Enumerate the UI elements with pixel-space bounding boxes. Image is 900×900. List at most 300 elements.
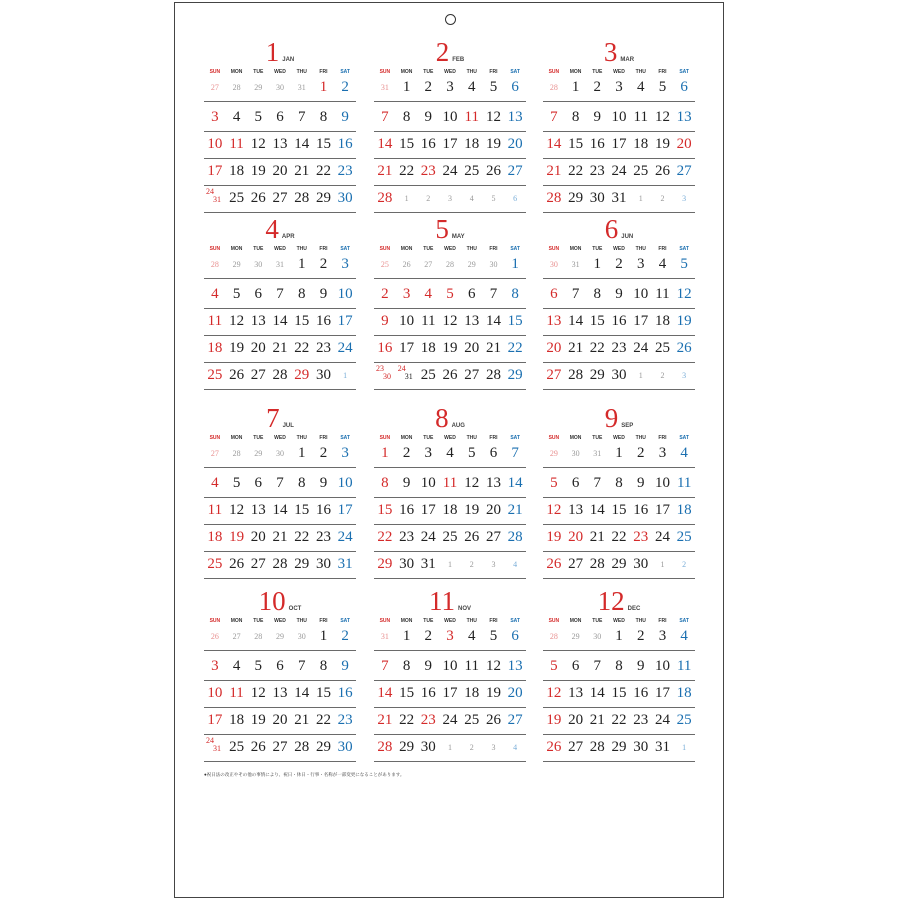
weekday-label: SUN xyxy=(209,618,221,624)
day-cell: 7 xyxy=(381,658,389,674)
weekday-label: THU xyxy=(296,246,307,252)
day-cell: 26 xyxy=(676,340,692,356)
day-cell: 10 xyxy=(399,313,415,329)
day-cell: 8 xyxy=(511,286,519,302)
weekday-label: SUN xyxy=(209,69,221,75)
weekday-label: WED xyxy=(613,69,625,75)
day-cell: 30 xyxy=(399,556,415,572)
month-number: 12 xyxy=(597,586,625,616)
day-cell: 29 xyxy=(276,632,285,641)
day-cell: 14 xyxy=(272,313,288,329)
day-cell xyxy=(396,362,418,389)
weekday-label: THU xyxy=(635,618,646,624)
week-row xyxy=(374,734,526,762)
day-cell: 1 xyxy=(511,256,519,272)
day-cell: 5 xyxy=(489,628,498,644)
week-row xyxy=(374,470,526,498)
week-row xyxy=(543,707,695,735)
week-row xyxy=(204,470,356,498)
day-cell: 7 xyxy=(489,286,498,302)
day-cell: 28 xyxy=(254,632,263,641)
week-row xyxy=(204,497,356,525)
day-cell: 2 xyxy=(424,628,433,644)
day-cell: 3 xyxy=(341,256,349,272)
day-cell: 6 xyxy=(276,109,284,125)
day-cell: 28 xyxy=(485,367,501,383)
month-title xyxy=(374,36,526,68)
day-cell: 21 xyxy=(589,529,605,545)
month-title xyxy=(204,585,356,617)
day-cell: 5 xyxy=(550,658,558,674)
day-cell: 21 xyxy=(546,163,562,179)
day-cell: 3 xyxy=(491,743,496,752)
day-number: 23 xyxy=(376,364,384,373)
day-cell: 9 xyxy=(424,658,433,674)
day-cell: 26 xyxy=(229,367,245,383)
day-cell: 9 xyxy=(636,475,645,491)
month-title xyxy=(374,402,526,434)
weekday-label: WED xyxy=(444,246,456,252)
week-row xyxy=(204,680,356,708)
day-cell: 24 xyxy=(442,163,458,179)
month-abbreviation: JUN xyxy=(621,234,634,240)
day-cell: 29 xyxy=(568,190,584,206)
day-cell: 28 xyxy=(446,260,455,269)
day-cell: 16 xyxy=(377,340,393,356)
day-cell: 28 xyxy=(294,739,310,755)
holiday-footnote: ●祝日法の改正やその他の事情により、祝日・休日・行事・名称が一部変更になることがあります。 xyxy=(204,772,405,777)
day-cell: 9 xyxy=(593,109,602,125)
day-cell: 10 xyxy=(442,109,458,125)
day-number: 31 xyxy=(213,195,221,204)
weekday-label: WED xyxy=(613,618,625,624)
day-cell: 16 xyxy=(589,136,605,152)
day-cell: 9 xyxy=(319,286,328,302)
day-cell: 18 xyxy=(464,685,480,701)
day-cell: 29 xyxy=(315,739,331,755)
day-cell: 31 xyxy=(571,260,580,269)
day-cell: 8 xyxy=(402,109,411,125)
day-cell: 3 xyxy=(636,256,645,272)
weekday-label: TUE xyxy=(253,246,264,252)
weekday-label: FRI xyxy=(319,435,328,441)
month-abbreviation: JAN xyxy=(282,57,295,63)
day-cell: 2 xyxy=(682,560,687,569)
weekday-label: THU xyxy=(635,246,646,252)
day-cell: 31 xyxy=(654,739,670,755)
day-cell: 8 xyxy=(615,475,623,491)
day-cell: 27 xyxy=(464,367,480,383)
day-cell: 25 xyxy=(207,367,223,383)
day-cell: 1 xyxy=(448,560,453,569)
day-number: 31 xyxy=(213,744,221,753)
day-cell: 28 xyxy=(294,190,310,206)
month-abbreviation: MAY xyxy=(451,234,465,240)
weekday-label: THU xyxy=(466,246,477,252)
day-cell: 20 xyxy=(250,340,266,356)
day-cell: 4 xyxy=(232,109,241,125)
weekday-label: WED xyxy=(444,435,456,441)
day-cell: 9 xyxy=(615,286,623,302)
week-row xyxy=(543,470,695,498)
day-cell: 1 xyxy=(297,445,306,461)
day-cell: 29 xyxy=(611,739,627,755)
day-cell: 5 xyxy=(446,286,454,302)
month-number: 2 xyxy=(435,37,450,67)
day-cell: 11 xyxy=(207,313,223,329)
month-block-dec xyxy=(543,585,695,765)
weekday-label: TUE xyxy=(592,246,603,252)
day-cell: 17 xyxy=(399,340,415,356)
weekday-label: SAT xyxy=(679,246,689,252)
day-cell: 28 xyxy=(377,739,393,755)
day-cell: 4 xyxy=(467,628,476,644)
day-cell: 15 xyxy=(507,313,523,329)
weekday-label: FRI xyxy=(489,246,498,252)
day-cell: 23 xyxy=(611,340,627,356)
week-row xyxy=(543,680,695,708)
weekday-label: FRI xyxy=(319,618,328,624)
day-cell: 17 xyxy=(442,136,458,152)
month-block-may xyxy=(374,213,526,393)
day-cell: 22 xyxy=(399,163,415,179)
day-cell: 3 xyxy=(446,628,454,644)
day-cell: 25 xyxy=(633,163,649,179)
day-cell: 14 xyxy=(377,136,393,152)
weekday-label: FRI xyxy=(658,246,667,252)
weekday-label: SUN xyxy=(548,435,560,441)
day-cell: 15 xyxy=(589,313,605,329)
day-cell: 5 xyxy=(550,475,558,491)
day-cell: 23 xyxy=(315,529,331,545)
day-cell: 15 xyxy=(377,502,393,518)
day-cell: 27 xyxy=(485,529,501,545)
week-row xyxy=(543,653,695,681)
day-cell: 21 xyxy=(272,529,288,545)
shared-day-cell xyxy=(204,734,226,761)
day-number: 31 xyxy=(404,372,413,381)
weekday-label: TUE xyxy=(423,246,434,252)
day-cell: 19 xyxy=(485,685,501,701)
weekday-label: SUN xyxy=(379,246,391,252)
day-cell: 26 xyxy=(229,556,245,572)
day-cell: 12 xyxy=(676,286,692,302)
month-block-jan xyxy=(204,36,356,216)
day-cell: 18 xyxy=(207,340,223,356)
day-cell: 21 xyxy=(294,712,310,728)
day-cell: 14 xyxy=(546,136,562,152)
day-cell: 9 xyxy=(636,658,645,674)
day-cell: 8 xyxy=(297,475,306,491)
weekday-label: MON xyxy=(400,69,413,75)
day-cell: 20 xyxy=(676,136,692,152)
day-cell: 29 xyxy=(571,632,580,641)
day-cell: 26 xyxy=(250,739,266,755)
month-block-nov xyxy=(374,585,526,765)
day-cell: 17 xyxy=(611,136,627,152)
day-cell: 12 xyxy=(485,658,501,674)
day-cell: 19 xyxy=(485,136,501,152)
day-cell: 26 xyxy=(485,163,501,179)
weekday-label: SAT xyxy=(510,435,520,441)
day-cell: 4 xyxy=(467,79,476,95)
day-cell: 17 xyxy=(420,502,436,518)
day-cell: 1 xyxy=(402,628,411,644)
weekday-label: TUE xyxy=(592,69,603,75)
week-row xyxy=(543,734,695,762)
day-cell: 11 xyxy=(421,313,436,329)
day-cell: 31 xyxy=(380,83,389,92)
weekday-label: SAT xyxy=(510,246,520,252)
month-block-jul xyxy=(204,402,356,582)
day-cell: 1 xyxy=(343,371,348,380)
day-cell: 29 xyxy=(507,367,523,383)
day-cell: 13 xyxy=(507,109,523,125)
day-cell: 27 xyxy=(676,163,692,179)
day-cell: 19 xyxy=(250,163,266,179)
day-cell: 28 xyxy=(589,739,605,755)
day-number: 24 xyxy=(397,364,406,373)
day-cell: 3 xyxy=(491,560,496,569)
day-cell: 4 xyxy=(446,445,454,461)
day-cell: 22 xyxy=(568,163,584,179)
shared-day-cell xyxy=(396,362,418,389)
day-cell: 30 xyxy=(489,260,498,269)
weekday-label: SUN xyxy=(548,69,560,75)
day-cell: 5 xyxy=(658,79,667,95)
day-cell: 4 xyxy=(680,445,688,461)
day-cell: 26 xyxy=(210,632,219,641)
day-cell: 25 xyxy=(420,367,436,383)
week-row xyxy=(374,74,526,102)
day-cell: 4 xyxy=(469,194,474,203)
week-row xyxy=(374,335,526,363)
day-cell: 29 xyxy=(549,449,558,458)
weekday-label: SUN xyxy=(379,618,391,624)
day-cell: 2 xyxy=(402,445,411,461)
day-cell: 2 xyxy=(660,371,665,380)
day-cell: 29 xyxy=(254,449,263,458)
day-cell: 1 xyxy=(448,743,453,752)
day-cell: 27 xyxy=(232,632,241,641)
day-cell: 4 xyxy=(513,743,518,752)
day-cell: 30 xyxy=(549,260,558,269)
day-cell: 11 xyxy=(676,475,692,491)
day-cell: 23 xyxy=(399,529,415,545)
day-cell: 12 xyxy=(654,109,670,125)
week-row xyxy=(204,281,356,309)
day-cell: 18 xyxy=(420,340,436,356)
day-cell: 18 xyxy=(676,502,692,518)
month-title xyxy=(204,402,356,434)
day-cell: 12 xyxy=(250,685,266,701)
day-cell: 19 xyxy=(464,502,480,518)
weekday-label: FRI xyxy=(658,435,667,441)
month-block-aug xyxy=(374,402,526,582)
week-row xyxy=(374,653,526,681)
day-cell: 18 xyxy=(464,136,480,152)
day-cell: 29 xyxy=(294,367,310,383)
day-cell: 12 xyxy=(464,475,480,491)
day-cell: 12 xyxy=(546,502,562,518)
day-cell: 30 xyxy=(297,632,306,641)
day-number: 30 xyxy=(383,372,391,381)
day-cell: 7 xyxy=(511,445,519,461)
month-number: 10 xyxy=(258,586,286,616)
weekday-label: SUN xyxy=(379,435,391,441)
day-cell: 2 xyxy=(341,628,349,644)
day-cell: 9 xyxy=(424,109,433,125)
day-cell: 30 xyxy=(254,260,263,269)
weekday-label: MON xyxy=(230,435,243,441)
day-cell: 22 xyxy=(315,712,331,728)
day-cell: 3 xyxy=(402,286,411,302)
day-cell: 11 xyxy=(207,502,223,518)
day-cell: 4 xyxy=(424,286,433,302)
day-cell: 28 xyxy=(549,632,558,641)
weekday-label: MON xyxy=(569,246,582,252)
weekday-label: WED xyxy=(444,69,456,75)
day-cell: 2 xyxy=(381,286,389,302)
day-cell: 26 xyxy=(250,190,266,206)
day-cell: 7 xyxy=(593,475,602,491)
week-row xyxy=(204,551,356,579)
month-number: 7 xyxy=(266,403,280,433)
day-cell: 10 xyxy=(654,475,670,491)
week-row xyxy=(204,185,356,213)
day-number: 24 xyxy=(206,187,214,196)
weekday-label: TUE xyxy=(423,435,434,441)
day-cell: 30 xyxy=(633,556,649,572)
day-cell: 6 xyxy=(571,658,580,674)
week-row xyxy=(374,707,526,735)
day-cell: 8 xyxy=(381,475,389,491)
day-cell: 5 xyxy=(254,109,263,125)
day-cell: 13 xyxy=(485,475,501,491)
day-cell: 15 xyxy=(294,502,310,518)
day-cell: 24 xyxy=(654,712,670,728)
day-cell: 5 xyxy=(232,475,241,491)
weekday-label: FRI xyxy=(489,435,498,441)
day-cell: 25 xyxy=(654,340,670,356)
day-cell: 13 xyxy=(507,658,523,674)
weekday-label: TUE xyxy=(253,69,264,75)
day-cell: 16 xyxy=(633,685,649,701)
day-cell: 5 xyxy=(232,286,241,302)
day-cell: 18 xyxy=(633,136,649,152)
day-cell: 14 xyxy=(589,502,605,518)
day-number: 24 xyxy=(206,736,214,745)
day-cell: 22 xyxy=(294,529,310,545)
day-cell: 3 xyxy=(448,194,453,203)
weekday-label: SAT xyxy=(510,69,520,75)
week-row xyxy=(374,185,526,213)
day-cell: 7 xyxy=(276,286,284,302)
day-cell: 1 xyxy=(381,445,389,461)
day-cell: 2 xyxy=(660,194,665,203)
day-cell: 16 xyxy=(337,685,353,701)
day-cell: 17 xyxy=(654,685,670,701)
day-cell: 19 xyxy=(654,136,670,152)
week-row xyxy=(374,362,526,390)
weekday-label: TUE xyxy=(423,618,434,624)
weekday-label: TUE xyxy=(592,435,603,441)
weekday-label: MON xyxy=(230,69,243,75)
weekday-label: SAT xyxy=(510,618,520,624)
day-cell: 27 xyxy=(507,712,523,728)
day-cell: 10 xyxy=(420,475,436,491)
day-cell: 21 xyxy=(589,712,605,728)
day-cell: 28 xyxy=(272,367,288,383)
weekday-label: TUE xyxy=(423,69,434,75)
week-row xyxy=(374,131,526,159)
day-cell: 7 xyxy=(381,109,389,125)
day-cell: 22 xyxy=(611,712,627,728)
day-cell: 9 xyxy=(381,313,389,329)
day-cell: 13 xyxy=(546,313,562,329)
weekday-label: THU xyxy=(296,618,307,624)
day-cell: 3 xyxy=(446,79,454,95)
day-cell: 6 xyxy=(680,79,688,95)
day-cell: 24 xyxy=(337,529,353,545)
day-cell: 25 xyxy=(207,556,223,572)
day-cell: 31 xyxy=(276,260,285,269)
weekday-label: TUE xyxy=(253,435,264,441)
day-cell: 23 xyxy=(337,163,353,179)
day-cell: 18 xyxy=(654,313,670,329)
day-cell: 11 xyxy=(229,685,244,701)
day-cell: 8 xyxy=(615,658,623,674)
day-cell: 1 xyxy=(638,194,643,203)
month-block-mar xyxy=(543,36,695,216)
day-cell: 12 xyxy=(485,109,501,125)
day-cell: 20 xyxy=(464,340,480,356)
day-cell: 6 xyxy=(254,286,263,302)
weekday-label: WED xyxy=(274,435,286,441)
day-cell: 23 xyxy=(315,340,331,356)
day-cell: 23 xyxy=(633,712,649,728)
day-cell: 30 xyxy=(337,190,353,206)
day-cell: 3 xyxy=(341,445,349,461)
week-row xyxy=(374,497,526,525)
day-cell: 31 xyxy=(420,556,436,572)
day-cell: 8 xyxy=(402,658,411,674)
week-row xyxy=(204,74,356,102)
day-cell: 25 xyxy=(442,529,458,545)
day-cell: 18 xyxy=(229,163,245,179)
weekday-label: SAT xyxy=(679,69,689,75)
day-cell: 27 xyxy=(507,163,523,179)
week-row xyxy=(204,653,356,681)
day-cell: 16 xyxy=(315,313,331,329)
weekday-label: THU xyxy=(466,618,477,624)
weekday-label: SAT xyxy=(340,246,350,252)
day-cell: 21 xyxy=(507,502,523,518)
day-cell: 13 xyxy=(250,313,266,329)
day-cell: 21 xyxy=(294,163,310,179)
week-row xyxy=(543,251,695,279)
day-cell: 3 xyxy=(682,371,687,380)
day-cell: 7 xyxy=(276,475,284,491)
day-cell: 21 xyxy=(377,163,393,179)
day-cell: 25 xyxy=(676,712,692,728)
weekday-label: WED xyxy=(274,69,286,75)
shared-day-cell xyxy=(204,185,226,212)
weekday-label: SUN xyxy=(209,435,221,441)
weekday-label: WED xyxy=(274,246,286,252)
day-cell: 7 xyxy=(571,286,580,302)
day-cell: 5 xyxy=(489,79,498,95)
